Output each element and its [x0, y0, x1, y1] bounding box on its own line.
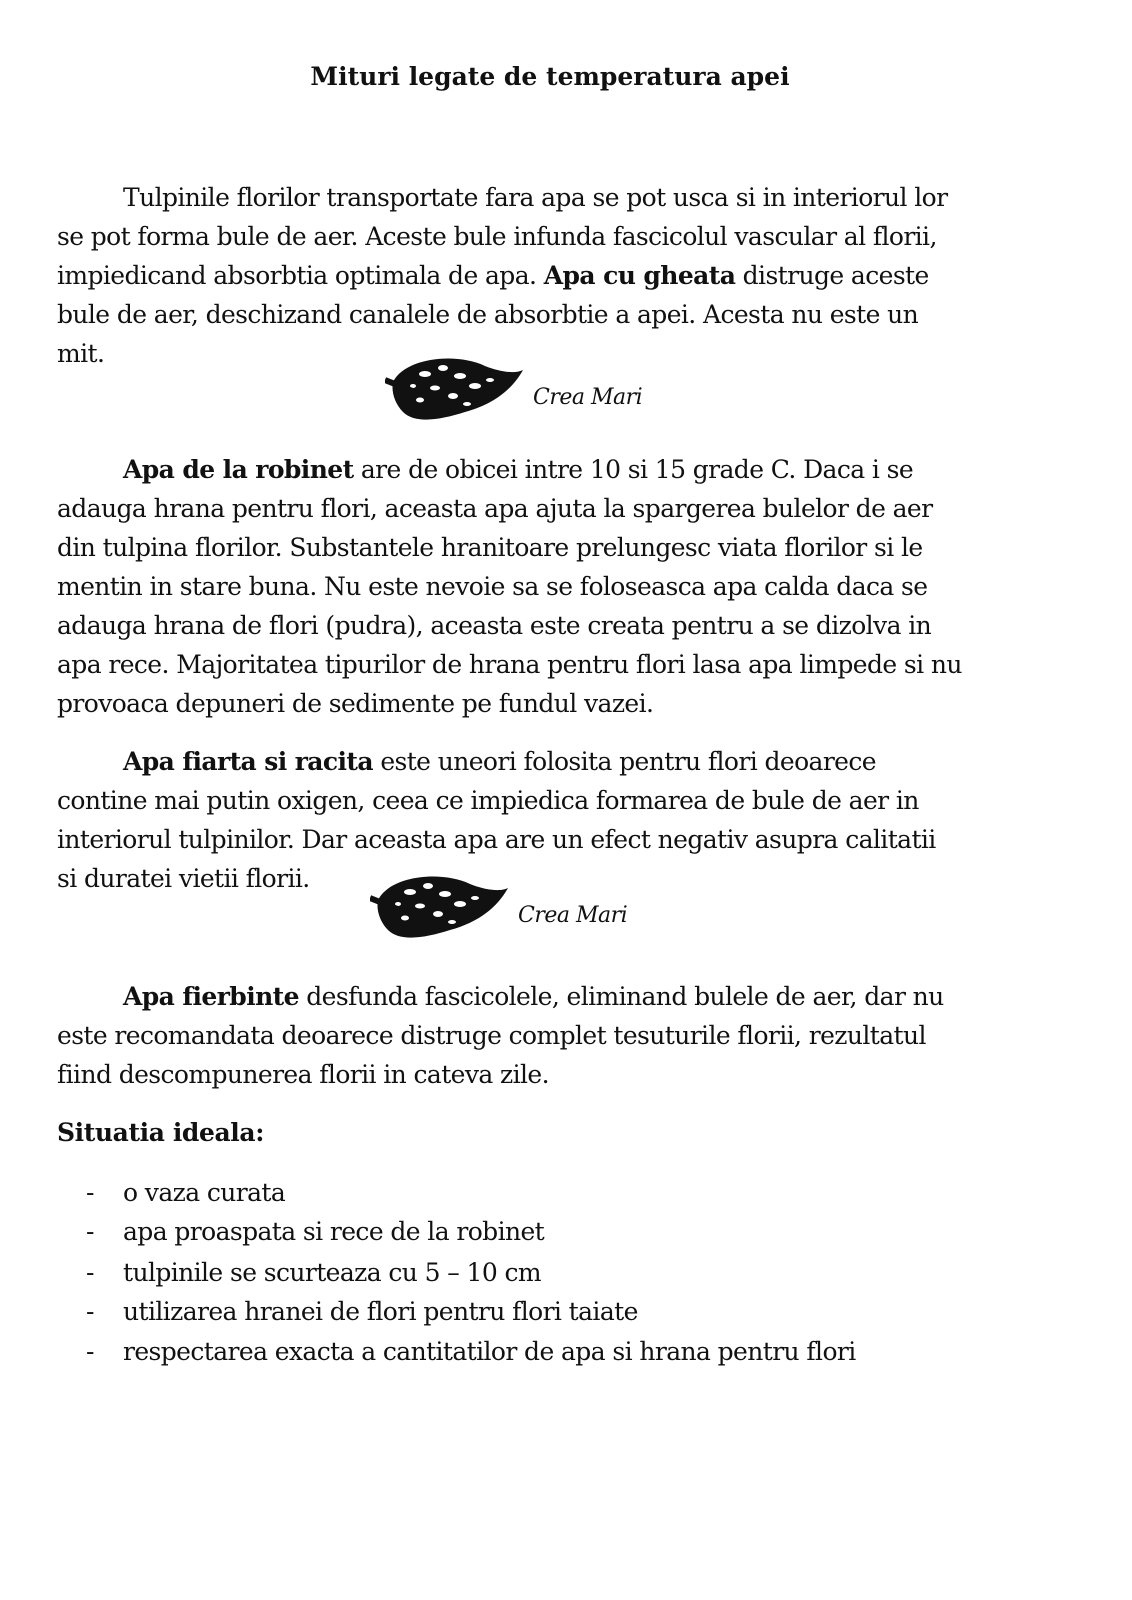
text-span: are de obicei intre 10 si 15 grade C. Daca i se [353, 455, 914, 484]
crea-mari-logo [370, 870, 627, 942]
text-line [123, 982, 944, 1011]
crea-mari-logo [385, 352, 642, 424]
text-line: mentin in stare buna. Nu este nevoie sa se foloseasca apa calda daca se [57, 572, 928, 601]
bullet-dash: - [86, 1297, 94, 1326]
bullet-dash: - [86, 1217, 94, 1246]
list-item-text: o vaza curata [123, 1178, 286, 1207]
text-span: distruge aceste [735, 261, 929, 290]
list-item-text: apa proaspata si rece de la robinet [123, 1217, 545, 1246]
text-line [123, 455, 913, 484]
text-span: desfunda fascicolele, eliminand bulele de aer, dar nu [298, 982, 944, 1011]
text-line: contine mai putin oxigen, ceea ce impiedica formarea de bule de aer in [57, 786, 919, 815]
text-line: Tulpinile florilor transportate fara apa se pot usca si in interiorul lor [123, 183, 948, 212]
list-item [86, 1217, 544, 1246]
text-line: adauga hrana pentru flori, aceasta apa ajuta la spargerea bulelor de aer [57, 494, 933, 523]
text-line: este recomandata deoarece distruge complet tesuturile florii, rezultatul [57, 1021, 926, 1050]
emphasis-hot-water: Apa fierbinte [123, 982, 299, 1011]
text-line: mit. [57, 339, 105, 368]
emphasis-boiled-water: Apa fiarta si racita [123, 747, 373, 776]
emphasis-ice-water: Apa cu gheata [543, 261, 736, 290]
list-item [86, 1258, 541, 1287]
text-line: bule de aer, deschizand canalele de absorbtie a apei. Acesta nu este un [57, 300, 919, 329]
brand-name: Crea Mari [518, 902, 628, 928]
text-span: impiedicand absorbtia optimala de apa. [57, 261, 544, 290]
brand-name: Crea Mari [533, 384, 643, 410]
text-line [57, 261, 929, 290]
list-item-text: tulpinile se scurteaza cu 5 – 10 cm [123, 1258, 542, 1287]
text-line: si duratei vietii florii. [57, 864, 310, 893]
text-line [123, 747, 876, 776]
section-heading: Situatia ideala: [57, 1118, 265, 1147]
text-line: provoaca depuneri de sedimente pe fundul vazei. [57, 689, 654, 718]
text-line: apa rece. Majoritatea tipurilor de hrana pentru flori lasa apa limpede si nu [57, 650, 962, 679]
list-item [86, 1337, 856, 1366]
text-line: interiorul tulpinilor. Dar aceasta apa are un efect negativ asupra calitatii [57, 825, 936, 854]
text-span: este uneori folosita pentru flori deoarece [372, 747, 876, 776]
list-item [86, 1297, 638, 1326]
list-item [86, 1178, 285, 1207]
text-line: din tulpina florilor. Substantele hranitoare prelungesc viata florilor si le [57, 533, 923, 562]
emphasis-tap-water: Apa de la robinet [123, 455, 354, 484]
leaf-icon [370, 870, 510, 942]
list-item-text: respectarea exacta a cantitatilor de apa si hrana pentru flori [123, 1337, 856, 1366]
list-item-text: utilizarea hranei de flori pentru flori taiate [123, 1297, 638, 1326]
leaf-icon [385, 352, 525, 424]
bullet-dash: - [86, 1258, 94, 1287]
text-line: se pot forma bule de aer. Aceste bule infunda fascicolul vascular al florii, [57, 222, 937, 251]
bullet-dash: - [86, 1178, 94, 1207]
page-title: Mituri legate de temperatura apei [310, 62, 790, 91]
text-line: fiind descompunerea florii in cateva zile. [57, 1060, 549, 1089]
text-line: adauga hrana de flori (pudra), aceasta este creata pentru a se dizolva in [57, 611, 932, 640]
bullet-dash: - [86, 1337, 94, 1366]
